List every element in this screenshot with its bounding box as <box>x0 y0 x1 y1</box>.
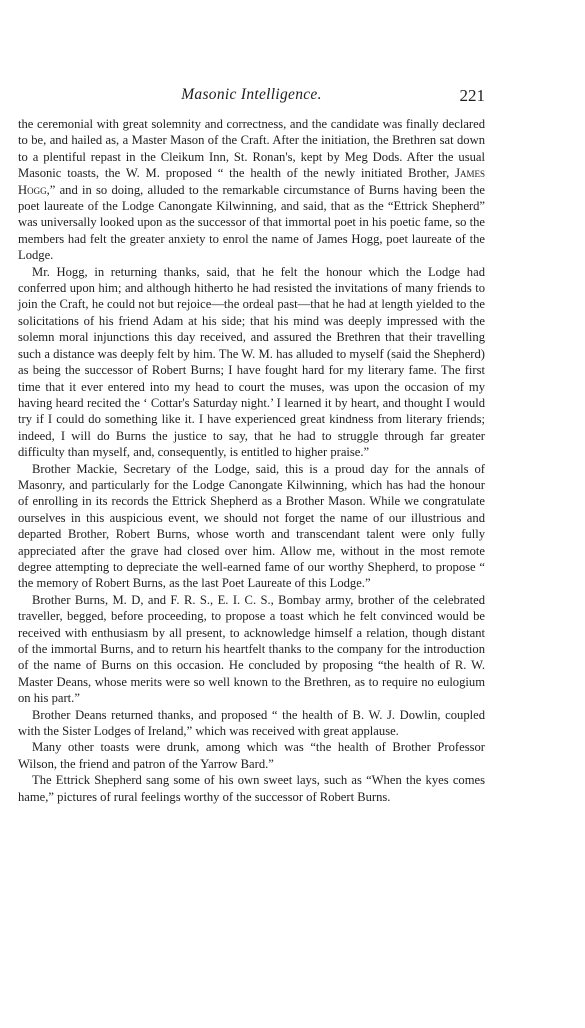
small-caps-name: James Hogg <box>18 166 485 197</box>
paragraph-shepherd-song: The Ettrick Shepherd sang some of his own sweet lays, such as “When the kyes comes hame,” pictures of rural feelings worthy of the successor of Robert Burns. <box>18 773 485 804</box>
paragraph-text: ,” and in so doing, alluded to the remarkable circumstance of Burns having been the poet laureate of the Lodge Canongate Kilwinning, and said, that as the “Ettrick Shepherd” was universally looked upon as the successor of that immortal poet in his poetic fame, so the members had felt the greater anxiety to enrol the name of James Hogg, poet laureate of the Lodge. <box>18 182 485 263</box>
article-body <box>18 116 485 805</box>
paragraph-text: the ceremonial with great solemnity and correctness, and the candidate was finally declared to be, and hailed as, a Master Mason of the Craft. After the initiation, the Brethren sat down to a plentiful repast in the Cleikum Inn, St. Ronan's, kept by Meg Dods. After the usual Masonic toasts, the W. M. proposed “ the health of the newly initiated Brother, <box>18 117 485 181</box>
paragraph-mackie-toast: Brother Mackie, Secretary of the Lodge, said, this is a proud day for the annals of Masonry, and particularly for the Lodge Canongate Kilwinning, which has had the honour of enrolling in its records the Ettrick Shepherd as a Brother Mason. While we congratulate ourselves in this auspicious event, we should not forget the name of our illustrious and departed Brother, Robert Burns, whose worth and transcendant talent were only fully appreciated after the grave had closed over him. Allow me, without in the most remote degree attempting to depreciate the well-earned fame of our worthy Shepherd, to propose “ the memory of Robert Burns, as the last Poet Laureate of this Lodge.” <box>18 461 485 591</box>
page-header <box>18 86 485 106</box>
page-number: 221 <box>459 86 485 105</box>
running-title: Masonic Intelligence. <box>181 86 322 103</box>
paragraph-other-toasts: Many other toasts were drunk, among which was “the health of Brother Professor Wilson, the friend and patron of the Yarrow Bard.” <box>18 740 485 771</box>
paragraph-burns-toast: Brother Burns, M. D, and F. R. S., E. I. C. S., Bombay army, brother of the celebrated traveller, begged, before proceeding, to propose a toast which he felt convinced would be received with enthusiasm by all present, to acknowledge himself a relation, though distant of the immortal Burns, and to return his heartfelt thanks to the company for the introduction of the name of Burns on this occasion. He concluded by proposing “the health of R. W. Master Deans, whose merits were so well known to the Brethren, as to require no eulogium on his part.” <box>18 592 485 706</box>
paragraph-continued-ceremony <box>18 116 485 264</box>
paragraph-deans-reply: Brother Deans returned thanks, and proposed “ the health of B. W. J. Dowlin, coupled with the Sister Lodges of Ireland,” which was received with great applause. <box>18 707 485 739</box>
paragraph-hogg-speech: Mr. Hogg, in returning thanks, said, that he felt the honour which the Lodge had conferred upon him; and although hitherto he had resisted the invitations of many friends to join the Craft, he could not but rejoice—the ordeal past—that he had at length yielded to the solicitations of his friend Adam at his side; that his mind was deeply impressed with the solemn moral injunctions this day received, and assured the Brethren that their travelling such a distance was deeply felt by him. The W. M. has alluded to myself (said the Shepherd) as being the successor of Robert Burns; I have fought hard for my literary fame. The first time that it ever entered into my head to court the muses, was upon the occasion of my having heard recited the ‘ Cottar's Saturday night.’ I learned it by heart, and thought I would try if I could do something like it. I have experienced great kindness from literary friends; indeed, I will do Burns the justice to say, that he had to struggle through far greater difficulty than myself, and, consequently, is entitled to higher praise.” <box>18 264 485 460</box>
book-page <box>18 86 485 805</box>
